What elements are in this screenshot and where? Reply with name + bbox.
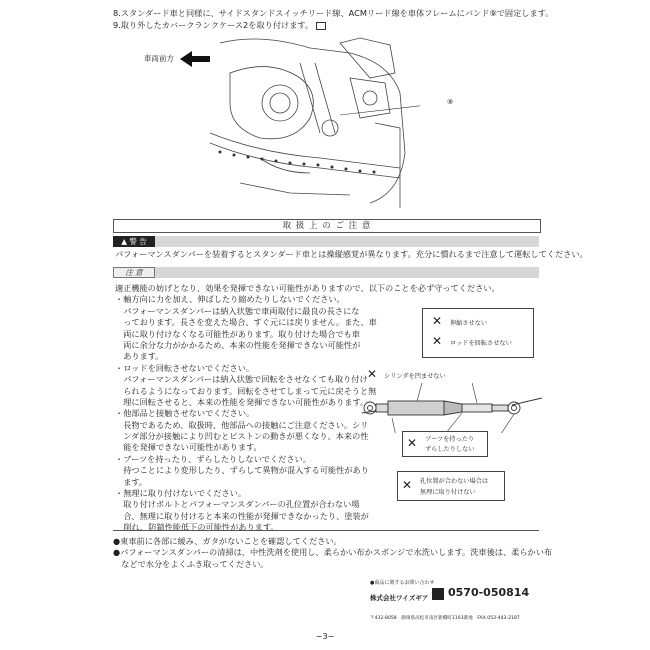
label-hole-1: 孔位置が合わない場合は xyxy=(420,478,489,485)
list-item: ●東車前に各部に緩み、ガタがないことを確認してください。 xyxy=(113,536,342,546)
cross-icon: ✕ xyxy=(402,478,413,492)
book-icon xyxy=(316,22,326,30)
caution-line: 削れ、防錆性能低下の可能性があります。 xyxy=(115,522,279,533)
callout-9: ⑨ xyxy=(447,98,454,106)
caution-header-bar xyxy=(113,267,539,278)
label-cylinder: シリンダを凹ませない xyxy=(384,373,446,380)
damper-diagram xyxy=(362,303,542,513)
company-name: 株式会社ワイズギア xyxy=(370,594,429,602)
caution-line: ・ロッドを回転させないでください。 xyxy=(115,362,255,373)
contact-heading: ●商品に関するお問い合わせ xyxy=(370,580,435,586)
step-9: 9.取り外したカバークランクケース2を取り付けます。 xyxy=(113,20,553,32)
damper-icon xyxy=(362,383,542,433)
caution-line: パフォーマンスダンパーは納入状態で車両取付に最良の長さにな xyxy=(115,305,360,316)
caution-line: ・他部品と接触させないでください。 xyxy=(115,408,255,419)
phone-icon xyxy=(432,588,444,600)
warning-triangle-icon: ▲ xyxy=(121,237,127,246)
warning-text: パフォーマンスダンパーを装着するとスタンダード車とは操縦感覚が異なります。充分に慣れるまで注意して運転してください。 xyxy=(115,249,588,259)
step-8: 8.スタンダード車と同様に、サイドスタンドスイッチリード線、ACMリード線を車体フレームにバンド⑨で固定します。 xyxy=(113,8,554,18)
warning-header-bar xyxy=(113,236,539,247)
caution-line: 両に取り付けなくなる可能性があります。取り付けた場合でも車 xyxy=(115,328,360,339)
caution-line: 取り付けボルトとパフォーマンスダンパーの孔位置が合わない場 xyxy=(115,499,360,510)
cross-icon: ✕ xyxy=(367,367,378,381)
warning-tag: ▲ 警 告 xyxy=(113,236,155,247)
cross-icon: ✕ xyxy=(407,436,418,450)
caution-line: られるようになっております。回転をさせてしまって元に戻そうと無 xyxy=(115,385,377,396)
phone-number: 0570-050814 xyxy=(448,586,530,599)
caution-line: ンダ部分が接触により凹むとピストンの動きが悪くなり、本来の性 xyxy=(115,431,369,442)
direction-label: 車両前方 xyxy=(144,54,174,63)
label-boot-2: ずらしたりしない xyxy=(425,446,475,453)
caution-line: 合、無理に取り付けると本来の性能が発揮できなかったり、塗装が xyxy=(115,510,369,521)
divider xyxy=(113,530,539,531)
caution-line: っております。長さを変えた場合、すぐ元には戻りません。また、車 xyxy=(115,317,377,328)
caution-line: ・ブーツを持ったり、ずらしたりしないでください。 xyxy=(115,453,311,464)
cross-icon: ✕ xyxy=(432,314,443,328)
caution-line: 能を発揮できない可能性があります。 xyxy=(115,442,262,453)
contact-block xyxy=(370,579,538,623)
label-hole-2: 無理に取り付けない xyxy=(420,489,476,496)
contact-address: 〒432-8058 静岡県浜松市南区新橋町1103番地 FAX.053-443-2187 xyxy=(370,616,520,621)
caution-line: 理に回転させると、本来の性能を発揮できない可能性があります。 xyxy=(115,396,369,407)
notes-list xyxy=(113,536,552,570)
notice-title: 取 扱 上 の ご 注 意 xyxy=(113,219,541,233)
caution-line: ・無理に取り付けないでください。 xyxy=(115,488,247,499)
label-rotate: ロッドを回転させない xyxy=(450,340,512,347)
page-number: −3− xyxy=(315,632,335,641)
caution-line: ます。 xyxy=(115,476,148,487)
caution-line: 長物であるため、取扱時、他部品への接触にご注意ください。シリ xyxy=(115,419,369,430)
caution-line: ・軸方向に力を加え、伸ばしたり縮めたりしないでください。 xyxy=(115,294,345,305)
caution-line: あります。 xyxy=(115,351,164,362)
label-expand: 伸縮させない xyxy=(450,320,488,327)
caution-line: パフォーマンスダンパーは納入状態で回転をさせなくても取り付け xyxy=(115,374,368,385)
list-item: ●パフォーマンスダンパーの清掃は、中性洗剤を使用し、柔らかい布かスポンジで水洗いします。洗車後は、柔らかい布 xyxy=(113,547,553,558)
list-item: などで水分をよくふき取ってください。 xyxy=(113,558,269,569)
caution-line: 持つことにより変形したり、ずらして異物が混入する可能性があり xyxy=(115,465,369,476)
cross-icon: ✕ xyxy=(432,334,443,348)
engine-illustration xyxy=(200,33,420,208)
label-boot-1: ブーツを持ったり xyxy=(425,436,475,443)
caution-tag: 注 意 xyxy=(113,267,155,278)
caution-line: 適正機能の妨げとなり、効果を発揮できない可能性がありますので、以下のことを必ず守ってください。 xyxy=(115,283,500,293)
caution-line: 両に余分な力がかかるため、本来の性能を発揮できない可能性が xyxy=(115,339,361,350)
instruction-steps xyxy=(113,8,553,32)
